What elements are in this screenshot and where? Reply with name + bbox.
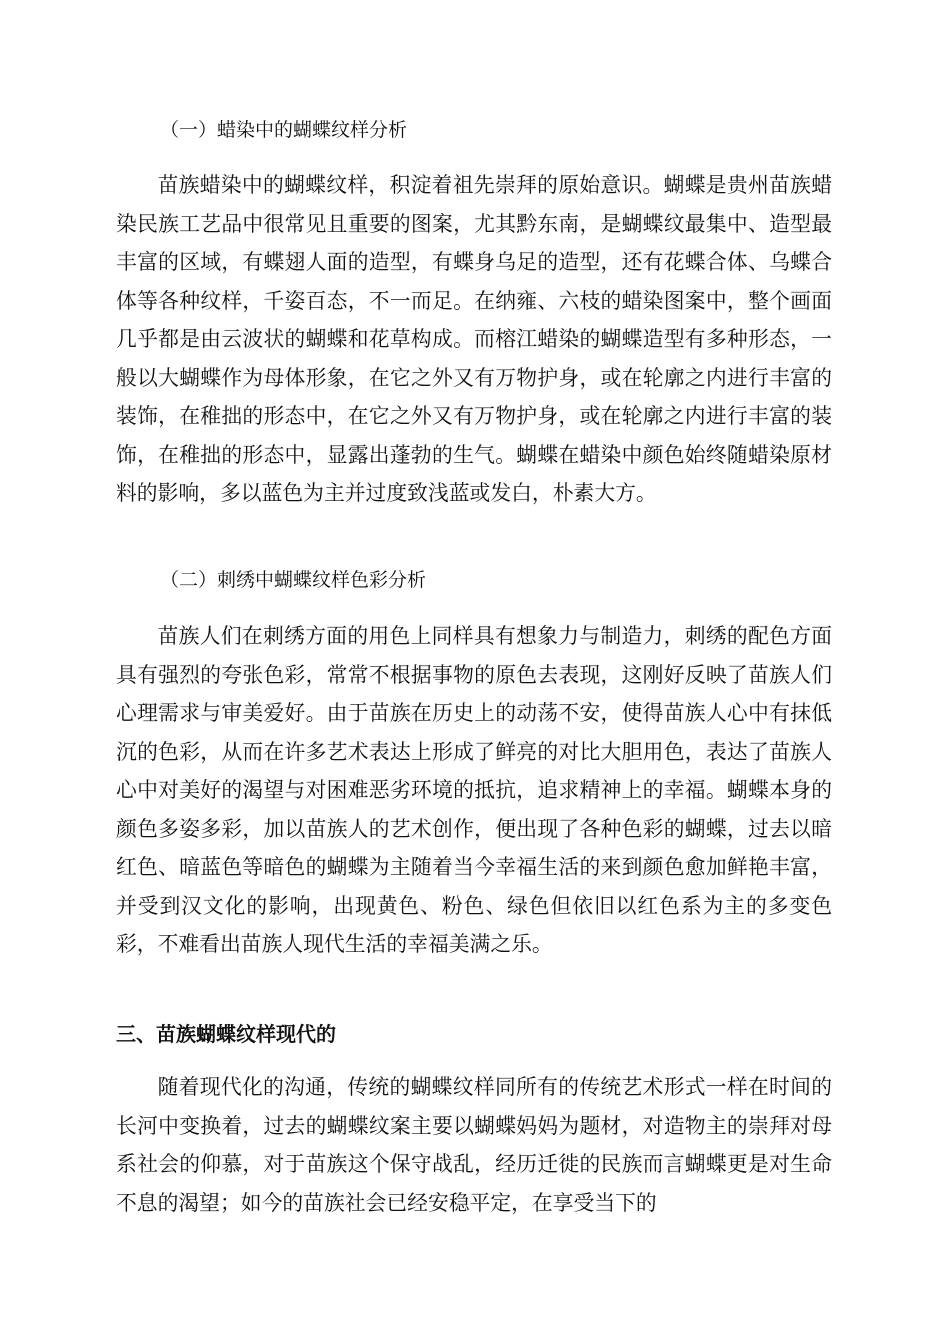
section-1-subheading: （一）蜡染中的蝴蝶纹样分析 (160, 119, 408, 141)
chapter-paragraph: 随着现代化的沟通，传统的蝴蝶纹样同所有的传统艺术形式一样在时间的长河中变换着，过去的蝴蝶纹案主要以蝴蝶妈妈为题材，对造物主的崇拜对母系社会的仰慕，对于苗族这个保守战乱，经历迁徙的民族而言蝴蝶更是对生命不息的渴望；如今的苗族社会已经安稳平定，在享受当下的 (116, 1075, 832, 1215)
chapter-heading: 三、苗族蝴蝶纹样现代的 (116, 1022, 336, 1046)
section-2-subheading: （二）刺绣中蝴蝶纹样色彩分析 (160, 569, 427, 591)
section-2-paragraph: 苗族人们在刺绣方面的用色上同样具有想象力与制造力，刺绣的配色方面具有强烈的夸张色彩，常常不根据事物的原色去表现，这刚好反映了苗族人们心理需求与审美爱好。由于苗族在历史上的动荡不安，使得苗族人心中有抹低沉的色彩，从而在许多艺术表达上形成了鲜亮的对比大胆用色，表达了苗族人心中对美好的渴望与对困难恶劣环境的抵抗，追求精神上的幸福。蝴蝶本身的颜色多姿多彩，加以苗族人的艺术创作，便出现了各种色彩的蝴蝶，过去以暗红色、暗蓝色等暗色的蝴蝶为主随着当今幸福生活的来到颜色愈加鲜艳丰富，并受到汉文化的影响，出现黄色、粉色、绿色但依旧以红色系为主的多变色彩，不难看出苗族人现代生活的幸福美满之乐。 (116, 624, 832, 956)
section-1-paragraph: 苗族蜡染中的蝴蝶纹样，积淀着祖先崇拜的原始意识。蝴蝶是贵州苗族蜡染民族工艺品中很常见且重要的图案，尤其黔东南，是蝴蝶纹最集中、造型最丰富的区域，有蝶翅人面的造型，有蝶身乌足的造型，还有花蝶合体、乌蝶合体等各种纹样，千姿百态，不一而足。在纳雍、六枝的蜡染图案中，整个画面几乎都是由云波状的蝴蝶和花草构成。而榕江蜡染的蝴蝶造型有多种形态，一般以大蝴蝶作为母体形象，在它之外又有万物护身，或在轮廓之内进行丰富的装饰，在稚拙的形态中，在它之外又有万物护身，或在轮廓之内进行丰富的装饰，在稚拙的形态中，显露出蓬勃的生气。蝴蝶在蜡染中颜色始终随蜡染原材料的影响，多以蓝色为主并过度致浅蓝或发白，朴素大方。 (116, 173, 832, 505)
